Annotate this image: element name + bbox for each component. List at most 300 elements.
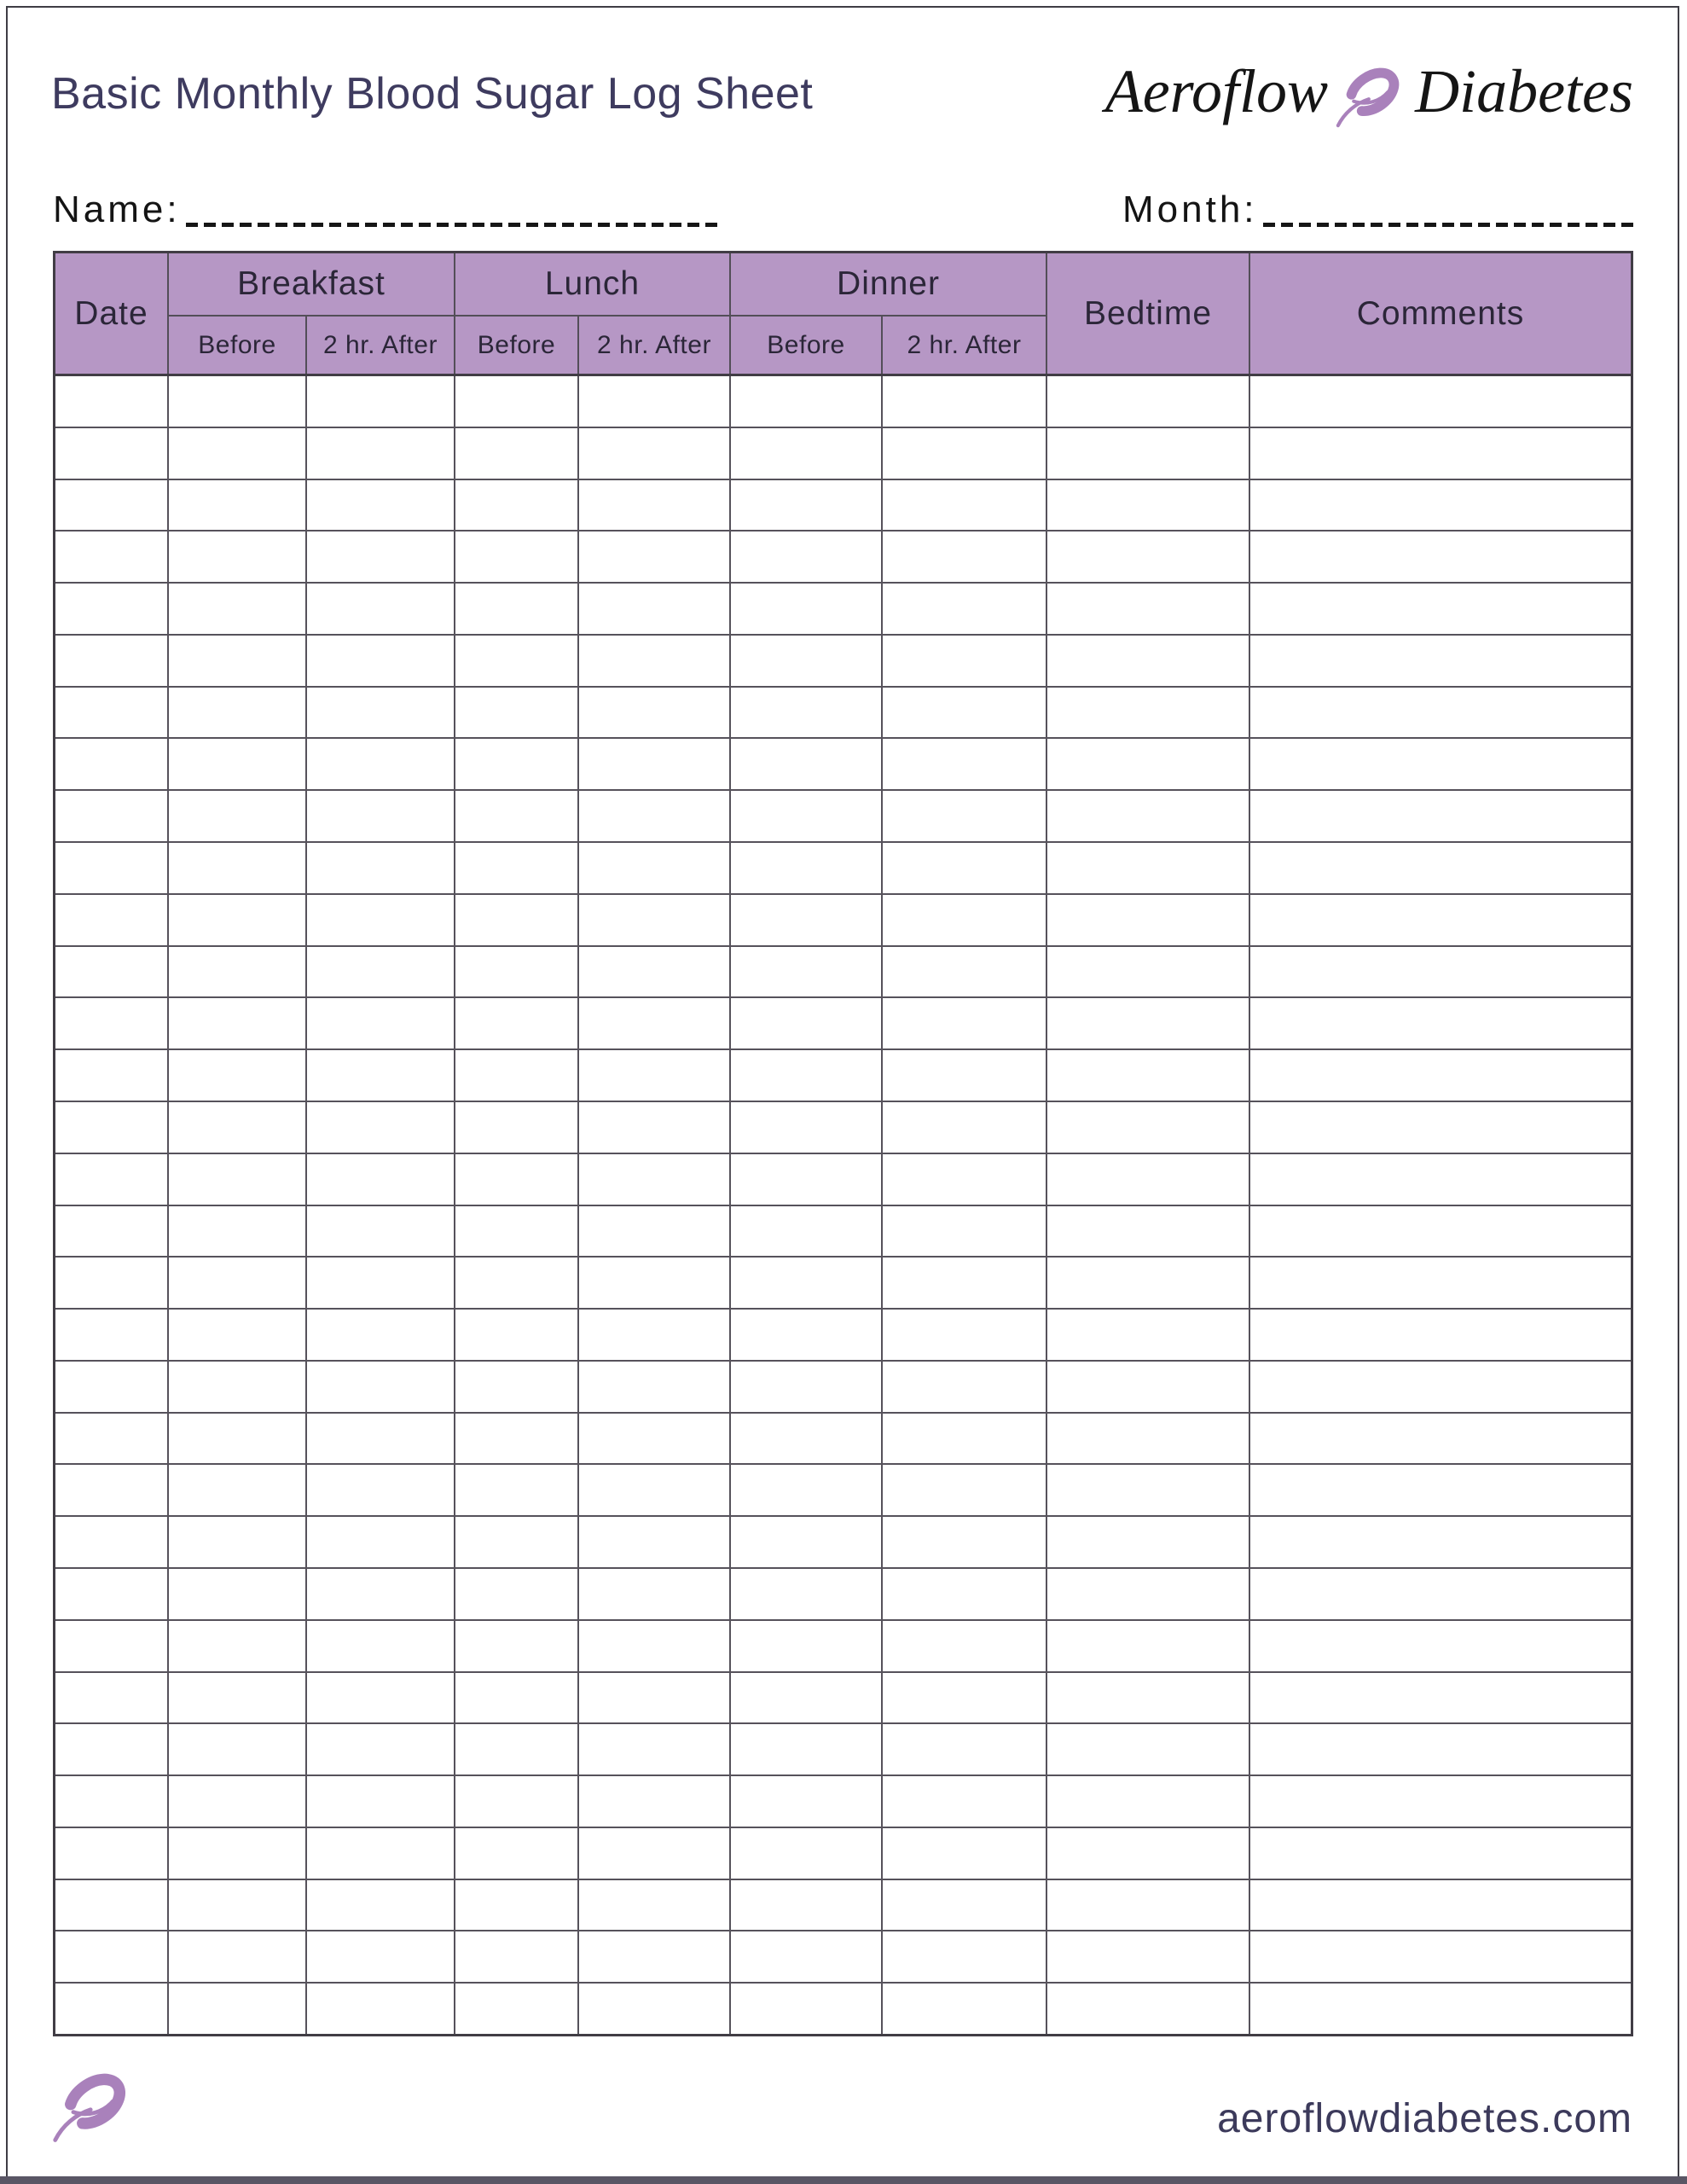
table-cell-empty[interactable] <box>307 791 455 841</box>
table-cell-empty[interactable] <box>731 1362 883 1412</box>
table-cell-empty[interactable] <box>55 1102 169 1153</box>
table-cell-empty[interactable] <box>883 1984 1047 2034</box>
table-cell-empty[interactable] <box>731 1465 883 1515</box>
table-cell-empty[interactable] <box>579 1984 731 2034</box>
table-cell-empty[interactable] <box>307 376 455 427</box>
column-group-breakfast: Breakfast <box>169 253 455 317</box>
table-cell-empty[interactable] <box>455 480 579 531</box>
table-cell-empty[interactable] <box>1047 1102 1250 1153</box>
table-cell-empty[interactable] <box>455 1828 579 1879</box>
table-cell-empty[interactable] <box>1047 998 1250 1048</box>
table-cell-empty[interactable] <box>55 1569 169 1619</box>
table-cell-empty[interactable] <box>883 688 1047 738</box>
table-cell-empty[interactable] <box>731 1724 883 1774</box>
table-cell-empty[interactable] <box>579 1776 731 1827</box>
table-cell-empty[interactable] <box>883 1206 1047 1257</box>
table-cell-empty[interactable] <box>579 1724 731 1774</box>
column-header-lunch-after: 2 hr. After <box>579 317 731 374</box>
table-cell-empty[interactable] <box>1250 1465 1631 1515</box>
table-cell-empty[interactable] <box>169 688 307 738</box>
table-cell-empty[interactable] <box>883 739 1047 789</box>
table-cell-empty[interactable] <box>169 1569 307 1619</box>
table-cell-empty[interactable] <box>455 1465 579 1515</box>
table-cell-empty[interactable] <box>731 584 883 634</box>
table-cell-empty[interactable] <box>455 1310 579 1360</box>
table-cell-empty[interactable] <box>307 480 455 531</box>
table-cell-empty[interactable] <box>1047 739 1250 789</box>
table-cell-empty[interactable] <box>455 1776 579 1827</box>
table-cell-empty[interactable] <box>731 947 883 997</box>
table-row <box>55 739 1631 791</box>
table-cell-empty[interactable] <box>1047 791 1250 841</box>
table-cell-empty[interactable] <box>169 843 307 893</box>
table-cell-empty[interactable] <box>169 1206 307 1257</box>
table-cell-empty[interactable] <box>169 1102 307 1153</box>
table-cell-empty[interactable] <box>883 480 1047 531</box>
table-cell-empty[interactable] <box>883 1310 1047 1360</box>
table-cell-empty[interactable] <box>307 1776 455 1827</box>
table-cell-empty[interactable] <box>579 1050 731 1101</box>
table-cell-empty[interactable] <box>579 843 731 893</box>
table-row <box>55 1828 1631 1880</box>
table-cell-empty[interactable] <box>579 531 731 582</box>
table-cell-empty[interactable] <box>55 947 169 997</box>
table-cell-empty[interactable] <box>1047 1517 1250 1567</box>
table-cell-empty[interactable] <box>55 1828 169 1879</box>
table-cell-empty[interactable] <box>579 428 731 479</box>
table-cell-empty[interactable] <box>1047 1414 1250 1464</box>
table-cell-empty[interactable] <box>1250 1621 1631 1671</box>
table-cell-empty[interactable] <box>1250 843 1631 893</box>
table-cell-empty[interactable] <box>55 1724 169 1774</box>
table-cell-empty[interactable] <box>579 1465 731 1515</box>
table-cell-empty[interactable] <box>169 1258 307 1308</box>
table-cell-empty[interactable] <box>55 584 169 634</box>
table-cell-empty[interactable] <box>55 1931 169 1982</box>
table-cell-empty[interactable] <box>307 739 455 789</box>
table-cell-empty[interactable] <box>731 1258 883 1308</box>
table-cell-empty[interactable] <box>307 843 455 893</box>
table-cell-empty[interactable] <box>169 428 307 479</box>
table-cell-empty[interactable] <box>455 688 579 738</box>
table-cell-empty[interactable] <box>1047 531 1250 582</box>
table-cell-empty[interactable] <box>731 1414 883 1464</box>
table-cell-empty[interactable] <box>455 584 579 634</box>
table-cell-empty[interactable] <box>455 1102 579 1153</box>
table-cell-empty[interactable] <box>1047 428 1250 479</box>
table-cell-empty[interactable] <box>455 791 579 841</box>
table-cell-empty[interactable] <box>579 1154 731 1205</box>
table-cell-empty[interactable] <box>455 843 579 893</box>
table-cell-empty[interactable] <box>55 1206 169 1257</box>
table-cell-empty[interactable] <box>883 1724 1047 1774</box>
table-cell-empty[interactable] <box>55 1050 169 1101</box>
table-cell-empty[interactable] <box>883 1362 1047 1412</box>
table-cell-empty[interactable] <box>1250 376 1631 427</box>
table-cell-empty[interactable] <box>1250 1258 1631 1308</box>
table-cell-empty[interactable] <box>883 1154 1047 1205</box>
table-cell-empty[interactable] <box>307 947 455 997</box>
table-cell-empty[interactable] <box>731 1984 883 2034</box>
table-cell-empty[interactable] <box>455 1414 579 1464</box>
table-cell-empty[interactable] <box>55 1621 169 1671</box>
table-cell-empty[interactable] <box>169 584 307 634</box>
table-cell-empty[interactable] <box>731 531 883 582</box>
table-cell-empty[interactable] <box>55 428 169 479</box>
table-cell-empty[interactable] <box>455 428 579 479</box>
table-cell-empty[interactable] <box>731 791 883 841</box>
table-cell-empty[interactable] <box>307 1414 455 1464</box>
table-cell-empty[interactable] <box>1047 480 1250 531</box>
table-cell-empty[interactable] <box>455 739 579 789</box>
table-cell-empty[interactable] <box>169 1984 307 2034</box>
table-cell-empty[interactable] <box>579 376 731 427</box>
table-cell-empty[interactable] <box>579 1362 731 1412</box>
table-cell-empty[interactable] <box>169 636 307 686</box>
table-cell-empty[interactable] <box>169 1465 307 1515</box>
table-cell-empty[interactable] <box>169 1154 307 1205</box>
table-cell-empty[interactable] <box>169 376 307 427</box>
name-input-line[interactable] <box>186 223 722 227</box>
table-cell-empty[interactable] <box>455 1362 579 1412</box>
table-cell-empty[interactable] <box>731 1569 883 1619</box>
table-cell-empty[interactable] <box>169 1310 307 1360</box>
table-cell-empty[interactable] <box>1250 1310 1631 1360</box>
table-cell-empty[interactable] <box>731 376 883 427</box>
table-cell-empty[interactable] <box>1047 584 1250 634</box>
table-cell-empty[interactable] <box>1250 1931 1631 1982</box>
table-cell-empty[interactable] <box>1250 1880 1631 1931</box>
table-cell-empty[interactable] <box>1250 1414 1631 1464</box>
table-cell-empty[interactable] <box>307 1673 455 1723</box>
table-cell-empty[interactable] <box>1250 480 1631 531</box>
table-cell-empty[interactable] <box>307 1931 455 1982</box>
table-cell-empty[interactable] <box>169 531 307 582</box>
table-cell-empty[interactable] <box>55 480 169 531</box>
table-cell-empty[interactable] <box>55 895 169 945</box>
table-cell-empty[interactable] <box>169 1621 307 1671</box>
table-cell-empty[interactable] <box>307 636 455 686</box>
table-cell-empty[interactable] <box>169 739 307 789</box>
table-cell-empty[interactable] <box>731 1931 883 1982</box>
table-cell-empty[interactable] <box>1250 1984 1631 2034</box>
table-cell-empty[interactable] <box>1250 1050 1631 1101</box>
table-cell-empty[interactable] <box>55 1310 169 1360</box>
table-cell-empty[interactable] <box>579 688 731 738</box>
table-cell-empty[interactable] <box>1250 1673 1631 1723</box>
table-cell-empty[interactable] <box>731 1621 883 1671</box>
table-body <box>55 376 1631 2034</box>
table-cell-empty[interactable] <box>579 1414 731 1464</box>
table-cell-empty[interactable] <box>55 1673 169 1723</box>
table-cell-empty[interactable] <box>55 843 169 893</box>
table-cell-empty[interactable] <box>307 998 455 1048</box>
table-cell-empty[interactable] <box>455 1880 579 1931</box>
table-cell-empty[interactable] <box>1250 998 1631 1048</box>
table-cell-empty[interactable] <box>883 947 1047 997</box>
table-cell-empty[interactable] <box>455 998 579 1048</box>
table-cell-empty[interactable] <box>1047 1258 1250 1308</box>
table-cell-empty[interactable] <box>579 1258 731 1308</box>
month-input-line[interactable] <box>1263 223 1633 227</box>
table-cell-empty[interactable] <box>579 1569 731 1619</box>
table-cell-empty[interactable] <box>307 1880 455 1931</box>
table-cell-empty[interactable] <box>455 1258 579 1308</box>
table-cell-empty[interactable] <box>55 1880 169 1931</box>
table-cell-empty[interactable] <box>169 1673 307 1723</box>
table-cell-empty[interactable] <box>883 1465 1047 1515</box>
table-cell-empty[interactable] <box>579 739 731 789</box>
table-cell-empty[interactable] <box>883 1414 1047 1464</box>
table-cell-empty[interactable] <box>1250 1776 1631 1827</box>
table-cell-empty[interactable] <box>731 1154 883 1205</box>
table-cell-empty[interactable] <box>307 1310 455 1360</box>
table-cell-empty[interactable] <box>731 1206 883 1257</box>
table-cell-empty[interactable] <box>579 584 731 634</box>
table-cell-empty[interactable] <box>455 895 579 945</box>
table-cell-empty[interactable] <box>169 1776 307 1827</box>
table-cell-empty[interactable] <box>1047 1724 1250 1774</box>
table-cell-empty[interactable] <box>1250 584 1631 634</box>
table-cell-empty[interactable] <box>455 376 579 427</box>
table-cell-empty[interactable] <box>731 1050 883 1101</box>
table-cell-empty[interactable] <box>455 1517 579 1567</box>
table-cell-empty[interactable] <box>455 947 579 997</box>
table-cell-empty[interactable] <box>1250 636 1631 686</box>
table-cell-empty[interactable] <box>731 688 883 738</box>
table-cell-empty[interactable] <box>579 1621 731 1671</box>
table-cell-empty[interactable] <box>1047 1310 1250 1360</box>
table-cell-empty[interactable] <box>1047 895 1250 945</box>
table-cell-empty[interactable] <box>883 843 1047 893</box>
table-cell-empty[interactable] <box>579 1931 731 1982</box>
table-cell-empty[interactable] <box>731 428 883 479</box>
table-cell-empty[interactable] <box>1047 1050 1250 1101</box>
table-cell-empty[interactable] <box>307 531 455 582</box>
table-cell-empty[interactable] <box>883 1517 1047 1567</box>
table-cell-empty[interactable] <box>731 1517 883 1567</box>
table-cell-empty[interactable] <box>883 636 1047 686</box>
table-cell-empty[interactable] <box>55 1154 169 1205</box>
table-row <box>55 584 1631 636</box>
table-cell-empty[interactable] <box>55 1362 169 1412</box>
table-cell-empty[interactable] <box>1047 843 1250 893</box>
table-cell-empty[interactable] <box>1250 739 1631 789</box>
table-cell-empty[interactable] <box>1250 791 1631 841</box>
table-cell-empty[interactable] <box>579 1102 731 1153</box>
table-cell-empty[interactable] <box>169 947 307 997</box>
table-cell-empty[interactable] <box>307 688 455 738</box>
table-cell-empty[interactable] <box>731 739 883 789</box>
table-row <box>55 1154 1631 1206</box>
table-cell-empty[interactable] <box>731 1102 883 1153</box>
table-cell-empty[interactable] <box>883 1931 1047 1982</box>
table-cell-empty[interactable] <box>455 1673 579 1723</box>
table-cell-empty[interactable] <box>1250 1724 1631 1774</box>
table-cell-empty[interactable] <box>579 1880 731 1931</box>
table-cell-empty[interactable] <box>883 1673 1047 1723</box>
table-cell-empty[interactable] <box>883 376 1047 427</box>
table-cell-empty[interactable] <box>1250 688 1631 738</box>
table-cell-empty[interactable] <box>169 1050 307 1101</box>
table-cell-empty[interactable] <box>307 1206 455 1257</box>
table-cell-empty[interactable] <box>307 584 455 634</box>
table-cell-empty[interactable] <box>883 791 1047 841</box>
table-cell-empty[interactable] <box>1250 1362 1631 1412</box>
table-cell-empty[interactable] <box>55 531 169 582</box>
table-row <box>55 1673 1631 1725</box>
table-cell-empty[interactable] <box>579 636 731 686</box>
table-cell-empty[interactable] <box>307 1154 455 1205</box>
table-cell-empty[interactable] <box>883 1828 1047 1879</box>
table-cell-empty[interactable] <box>579 1673 731 1723</box>
table-cell-empty[interactable] <box>455 1984 579 2034</box>
table-cell-empty[interactable] <box>579 895 731 945</box>
table-cell-empty[interactable] <box>579 1206 731 1257</box>
table-cell-empty[interactable] <box>55 1517 169 1567</box>
table-cell-empty[interactable] <box>307 1102 455 1153</box>
table-cell-empty[interactable] <box>169 1724 307 1774</box>
table-cell-empty[interactable] <box>1047 1776 1250 1827</box>
table-cell-empty[interactable] <box>1047 1984 1250 2034</box>
table-cell-empty[interactable] <box>883 1102 1047 1153</box>
table-cell-empty[interactable] <box>55 688 169 738</box>
table-cell-empty[interactable] <box>1047 688 1250 738</box>
table-cell-empty[interactable] <box>169 998 307 1048</box>
table-cell-empty[interactable] <box>1047 376 1250 427</box>
table-cell-empty[interactable] <box>1250 1206 1631 1257</box>
table-cell-empty[interactable] <box>455 1206 579 1257</box>
table-cell-empty[interactable] <box>55 998 169 1048</box>
table-cell-empty[interactable] <box>1047 1206 1250 1257</box>
table-cell-empty[interactable] <box>731 636 883 686</box>
table-cell-empty[interactable] <box>55 1776 169 1827</box>
table-cell-empty[interactable] <box>1250 1828 1631 1879</box>
table-cell-empty[interactable] <box>579 1828 731 1879</box>
table-cell-empty[interactable] <box>1047 1465 1250 1515</box>
table-cell-empty[interactable] <box>579 480 731 531</box>
table-cell-empty[interactable] <box>579 947 731 997</box>
table-cell-empty[interactable] <box>1047 1828 1250 1879</box>
table-cell-empty[interactable] <box>883 428 1047 479</box>
table-cell-empty[interactable] <box>169 791 307 841</box>
table-cell-empty[interactable] <box>1047 1931 1250 1982</box>
table-cell-empty[interactable] <box>169 1414 307 1464</box>
table-cell-empty[interactable] <box>169 480 307 531</box>
table-cell-empty[interactable] <box>731 1673 883 1723</box>
table-cell-empty[interactable] <box>307 428 455 479</box>
table-cell-empty[interactable] <box>55 1984 169 2034</box>
table-cell-empty[interactable] <box>307 1569 455 1619</box>
table-row <box>55 376 1631 428</box>
table-cell-empty[interactable] <box>1250 1517 1631 1567</box>
table-cell-empty[interactable] <box>307 1517 455 1567</box>
table-cell-empty[interactable] <box>1047 1569 1250 1619</box>
table-cell-empty[interactable] <box>883 1880 1047 1931</box>
table-cell-empty[interactable] <box>55 1414 169 1464</box>
table-cell-empty[interactable] <box>169 1931 307 1982</box>
table-cell-empty[interactable] <box>455 1154 579 1205</box>
table-cell-empty[interactable] <box>169 895 307 945</box>
table-cell-empty[interactable] <box>731 843 883 893</box>
table-cell-empty[interactable] <box>1047 636 1250 686</box>
table-cell-empty[interactable] <box>455 636 579 686</box>
table-cell-empty[interactable] <box>55 636 169 686</box>
table-cell-empty[interactable] <box>731 1880 883 1931</box>
table-cell-empty[interactable] <box>883 895 1047 945</box>
table-cell-empty[interactable] <box>169 1828 307 1879</box>
table-cell-empty[interactable] <box>55 739 169 789</box>
table-cell-empty[interactable] <box>455 1931 579 1982</box>
table-cell-empty[interactable] <box>883 531 1047 582</box>
table-cell-empty[interactable] <box>307 1724 455 1774</box>
table-cell-empty[interactable] <box>169 1362 307 1412</box>
table-cell-empty[interactable] <box>883 1621 1047 1671</box>
table-cell-empty[interactable] <box>731 480 883 531</box>
table-cell-empty[interactable] <box>1047 1880 1250 1931</box>
table-row <box>55 1880 1631 1932</box>
table-cell-empty[interactable] <box>307 1050 455 1101</box>
table-cell-empty[interactable] <box>307 1465 455 1515</box>
table-cell-empty[interactable] <box>1250 1154 1631 1205</box>
table-cell-empty[interactable] <box>1250 1569 1631 1619</box>
table-cell-empty[interactable] <box>307 895 455 945</box>
table-cell-empty[interactable] <box>579 791 731 841</box>
table-cell-empty[interactable] <box>1047 1673 1250 1723</box>
table-cell-empty[interactable] <box>307 1984 455 2034</box>
table-cell-empty[interactable] <box>55 376 169 427</box>
table-cell-empty[interactable] <box>307 1362 455 1412</box>
table-cell-empty[interactable] <box>1250 428 1631 479</box>
table-cell-empty[interactable] <box>1250 531 1631 582</box>
table-cell-empty[interactable] <box>579 998 731 1048</box>
table-cell-empty[interactable] <box>883 1569 1047 1619</box>
table-cell-empty[interactable] <box>883 998 1047 1048</box>
table-cell-empty[interactable] <box>1047 1362 1250 1412</box>
table-cell-empty[interactable] <box>455 1050 579 1101</box>
table-cell-empty[interactable] <box>883 1776 1047 1827</box>
table-cell-empty[interactable] <box>1047 1154 1250 1205</box>
table-cell-empty[interactable] <box>883 584 1047 634</box>
table-cell-empty[interactable] <box>169 1517 307 1567</box>
table-cell-empty[interactable] <box>455 1724 579 1774</box>
table-cell-empty[interactable] <box>55 791 169 841</box>
table-cell-empty[interactable] <box>455 531 579 582</box>
table-cell-empty[interactable] <box>1250 895 1631 945</box>
table-cell-empty[interactable] <box>307 1621 455 1671</box>
table-cell-empty[interactable] <box>883 1258 1047 1308</box>
table-cell-empty[interactable] <box>455 1621 579 1671</box>
table-cell-empty[interactable] <box>1047 947 1250 997</box>
table-cell-empty[interactable] <box>731 895 883 945</box>
table-cell-empty[interactable] <box>307 1828 455 1879</box>
table-cell-empty[interactable] <box>731 1828 883 1879</box>
table-cell-empty[interactable] <box>455 1569 579 1619</box>
table-cell-empty[interactable] <box>1250 947 1631 997</box>
table-cell-empty[interactable] <box>579 1517 731 1567</box>
table-cell-empty[interactable] <box>55 1465 169 1515</box>
table-cell-empty[interactable] <box>731 998 883 1048</box>
table-cell-empty[interactable] <box>55 1258 169 1308</box>
table-cell-empty[interactable] <box>731 1310 883 1360</box>
table-cell-empty[interactable] <box>307 1258 455 1308</box>
table-cell-empty[interactable] <box>169 1880 307 1931</box>
table-cell-empty[interactable] <box>1250 1102 1631 1153</box>
table-cell-empty[interactable] <box>579 1310 731 1360</box>
table-cell-empty[interactable] <box>1047 1621 1250 1671</box>
table-cell-empty[interactable] <box>731 1776 883 1827</box>
table-cell-empty[interactable] <box>883 1050 1047 1101</box>
